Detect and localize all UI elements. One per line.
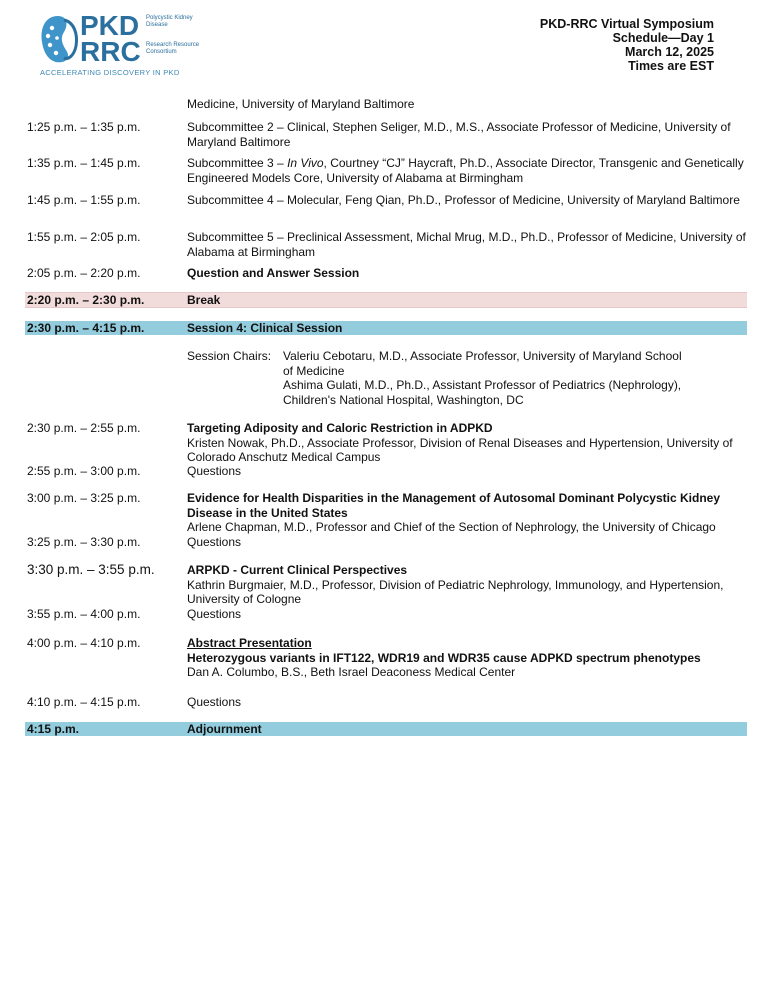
break-band	[25, 292, 747, 308]
row-description: Questions	[187, 464, 242, 478]
adjournment-band	[25, 722, 747, 736]
row-description: Questions	[187, 695, 242, 709]
row-description: Subcommittee 4 – Molecular, Feng Qian, Ph.D., Professor of Medicine, University of Maryland Baltimore	[187, 193, 740, 207]
row-time: 2:30 p.m. – 2:55 p.m.	[27, 421, 141, 435]
header-date: March 12, 2025	[625, 45, 714, 59]
logo-rrc-text: RRC	[80, 36, 141, 67]
row-description: Session 4: Clinical Session	[187, 321, 343, 335]
pkd-rrc-logo	[38, 12, 208, 82]
row-description	[187, 421, 747, 465]
logo-pkd-text: PKD	[80, 10, 140, 41]
talk-speaker: Kathrin Burgmaier, M.D., Professor, Division of Pediatric Nephrology, Immunology, and Hypertension, University of Cologne	[187, 577, 724, 606]
kidney-logo-icon	[38, 12, 80, 68]
abstract-label: Abstract Presentation	[187, 636, 312, 650]
row-description: Subcommittee 5 – Preclinical Assessment, Michal Mrug, M.D., Ph.D., Professor of Medicine, University of Alabama at Birmingham	[187, 230, 746, 259]
document-header	[540, 17, 714, 73]
row-time: 3:55 p.m. – 4:00 p.m.	[27, 607, 141, 621]
row-time: 2:20 p.m. – 2:30 p.m.	[27, 293, 145, 307]
row-description	[187, 563, 747, 607]
talk-title: ARPKD - Current Clinical Perspectives	[187, 563, 408, 577]
row-time: 1:55 p.m. – 2:05 p.m.	[27, 230, 141, 244]
talk-speaker: Kristen Nowak, Ph.D., Associate Professor, Division of Renal Diseases and Hypertension, University of Colorado Anschutz Medical Campus	[187, 435, 733, 464]
row-time: 4:00 p.m. – 4:10 p.m.	[27, 636, 141, 650]
row-description: Adjournment	[187, 722, 262, 736]
logo-subtitle-2: Research Resource Consortium	[146, 42, 200, 55]
row-time: 1:45 p.m. – 1:55 p.m.	[27, 193, 141, 207]
row-time: 1:25 p.m. – 1:35 p.m.	[27, 120, 141, 134]
row-description	[187, 156, 747, 185]
chair-1-line-2: of Medicine	[283, 363, 345, 378]
row-time: 3:25 p.m. – 3:30 p.m.	[27, 535, 141, 549]
row-time: 2:55 p.m. – 3:00 p.m.	[27, 464, 141, 478]
row-description-rest: , Courtney “CJ” Haycraft, Ph.D., Associate Director, Transgenic and Genetically Engineered Models Core, University of Alabama at Birmingham	[187, 156, 744, 185]
row-description	[187, 636, 747, 680]
chair-2-line-2: Children's National Hospital, Washington, DC	[283, 392, 524, 407]
header-timezone: Times are EST	[628, 59, 714, 73]
row-description: Questions	[187, 535, 242, 549]
row-description	[187, 491, 747, 535]
row-description-italic: In Vivo	[287, 156, 324, 170]
row-time: 4:10 p.m. – 4:15 p.m.	[27, 695, 141, 709]
session-chairs-names	[283, 349, 723, 407]
talk-title: Heterozygous variants in IFT122, WDR19 and WDR35 cause ADPKD spectrum phenotypes	[187, 650, 701, 665]
row-time: 3:30 p.m. – 3:55 p.m.	[27, 562, 155, 577]
talk-speaker: Dan A. Columbo, B.S., Beth Israel Deaconess Medical Center	[187, 665, 516, 679]
row-description: Question and Answer Session	[187, 266, 360, 280]
chair-1-line-1: Valeriu Cebotaru, M.D., Associate Professor, University of Maryland School	[283, 349, 682, 363]
logo-tagline: ACCELERATING DISCOVERY IN PKD	[40, 68, 180, 77]
row-time: 2:30 p.m. – 4:15 p.m.	[27, 321, 145, 335]
row-description: Questions	[187, 607, 242, 621]
row-description: Subcommittee 2 – Clinical, Stephen Seliger, M.D., M.S., Associate Professor of Medicine, University of Maryland Baltimore	[187, 120, 731, 149]
row-description: Break	[187, 293, 221, 307]
talk-title: Evidence for Health Disparities in the Management of Autosomal Dominant Polycystic Kidney Disease in the United States	[187, 491, 720, 520]
talk-title: Targeting Adiposity and Caloric Restriction in ADPKD	[187, 421, 493, 435]
chair-2-line-1: Ashima Gulati, M.D., Ph.D., Assistant Professor of Pediatrics (Nephrology),	[283, 378, 682, 392]
row-time: 4:15 p.m.	[27, 722, 80, 736]
row-description-prefix: Subcommittee 3 –	[187, 156, 288, 170]
session-chairs-label: Session Chairs:	[187, 349, 272, 363]
row-time: 3:00 p.m. – 3:25 p.m.	[27, 491, 141, 505]
row-time: 1:35 p.m. – 1:45 p.m.	[27, 156, 141, 170]
session-4-band	[25, 321, 747, 335]
logo-subtitle-1: Polycystic Kidney Disease	[146, 15, 193, 28]
header-title: PKD-RRC Virtual Symposium	[539, 17, 714, 31]
row-time: 2:05 p.m. – 2:20 p.m.	[27, 266, 141, 280]
header-schedule: Schedule—Day 1	[612, 31, 714, 45]
talk-speaker: Arlene Chapman, M.D., Professor and Chief of the Section of Nephrology, the University of Chicago	[187, 520, 716, 534]
continuation-text: Medicine, University of Maryland Baltimore	[187, 97, 415, 111]
